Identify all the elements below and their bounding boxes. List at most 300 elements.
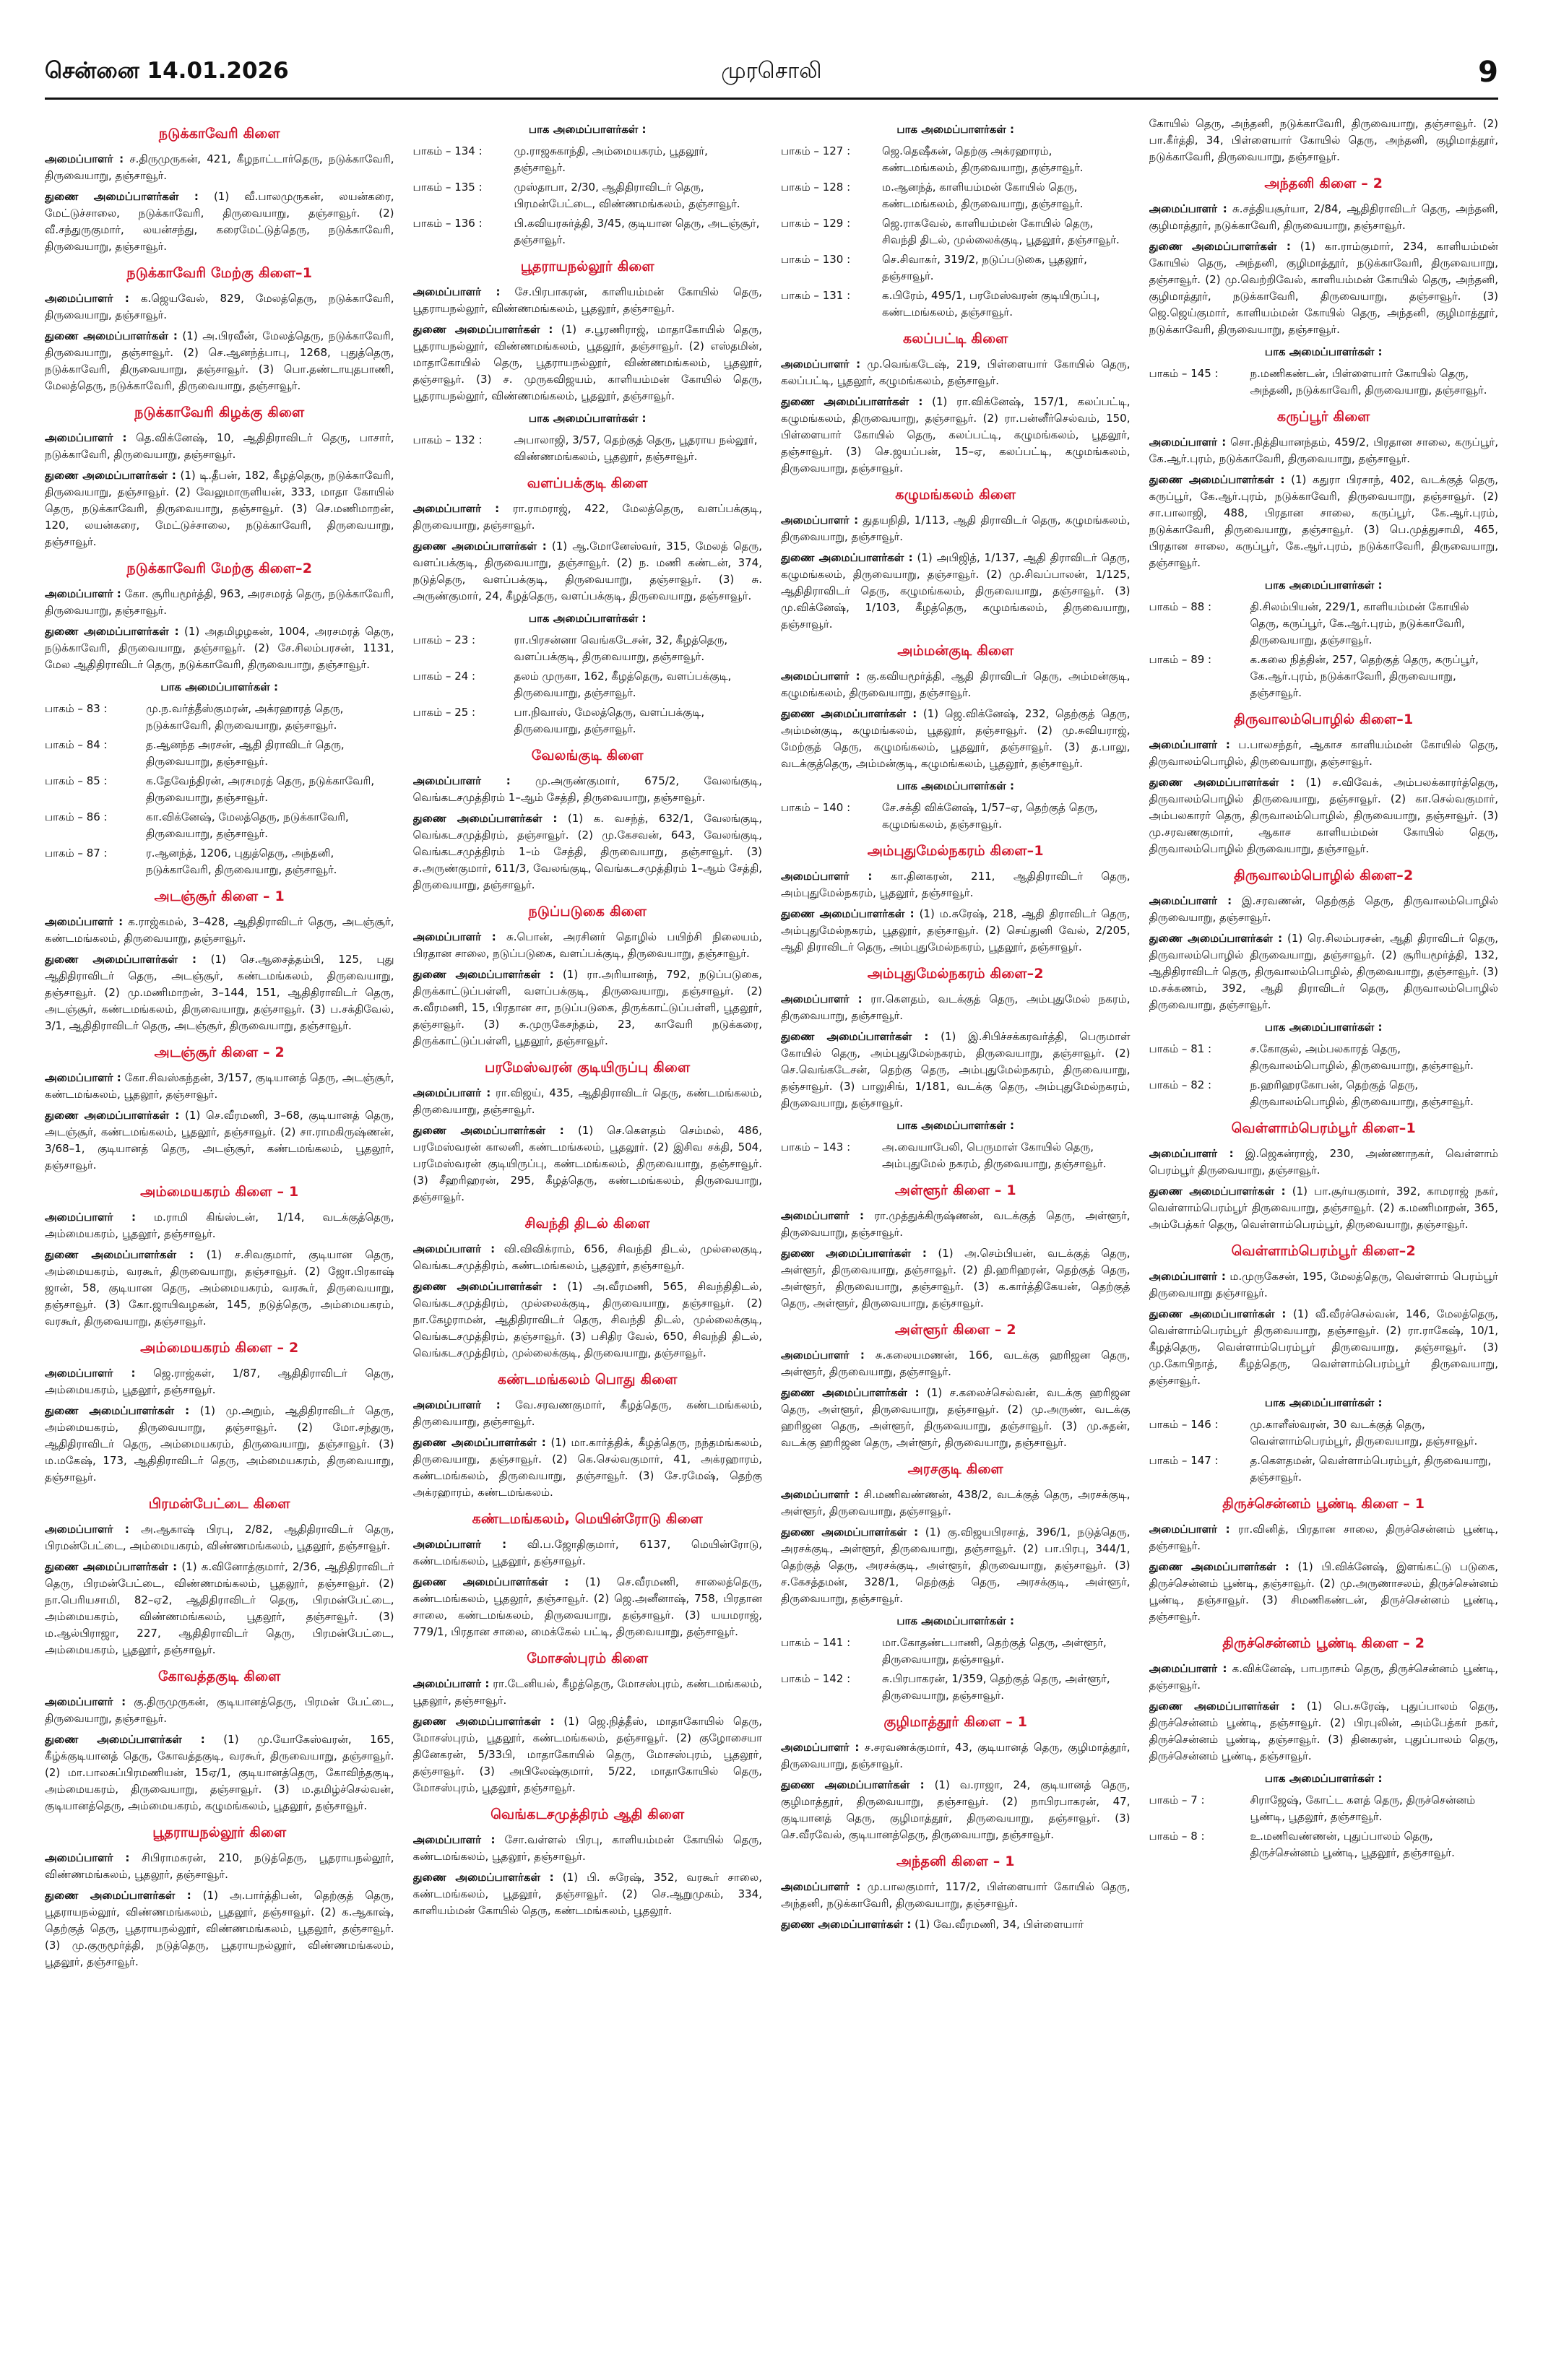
deputy-organizers-detail: (1) ம.சுரேஷ், 218, ஆதி திராவிடர் தெரு, அம்புதுமேல்நகரம், பூதலூர், தஞ்சாவூர். (2) செய்துனி வேல், 2/205, ஆதி திராவிடர் தெரு, அம்புதுமேல்நகரம், பூதலூர், தஞ்சாவூர். [781,907,1131,953]
organizer-detail: ஜெ.ராஜ்கள், 1/87, ஆதிதிராவிடர் தெரு, அம்மையகரம், பூதலூர், தஞ்சாவூர். [45,1367,394,1396]
booth-row [45,737,394,770]
organizer-entry [45,1365,394,1398]
branch-title: அரசகுடி கிளை [907,1461,1003,1477]
booth-organizers-heading: பாக அமைப்பாளர்கள் : [528,612,647,625]
organizer-entry [45,586,394,619]
page-header [45,51,1498,94]
booth-row [45,773,394,806]
branch-title: நடுக்காவேரி கிழக்கு கிளை [134,404,305,420]
branch-section [413,904,763,1050]
branch-section [781,643,1131,833]
deputy-organizers-label: துணை அமைப்பாளர்கள் : [45,953,196,966]
booth-number: பாகம் – 7 : [1149,1793,1205,1806]
deputy-organizers-entry [1149,472,1499,571]
organizer-entry [413,1085,763,1118]
organizer-entry [781,868,1131,901]
deputy-organizers-detail: (1) ச.சிவகுமார், குடியான தெரு, அம்மையகரம், வரகூர், திருவையாறு, தஞ்சாவூர். (2) ஜோ.பிரகாஷ் ஜான், 58, குடியான தெரு, அம்மையகரம், வரகூர், திருவையாறு, தஞ்சாவூர். (3) கோ.ஜாயிவழகன், 145, நடுத்தெரு, அம்மையகரம், வரகூர், திருவையாறு, தஞ்சாவூர். [45,1248,394,1328]
deputy-organizers-detail: (1) டி.தீபன், 182, கீழத்தெரு, நடுக்காவேரி, திருவையாறு, தஞ்சாவூர். (2) வேலுமாருளியன், 333, மாதா கோயில் தெரு, நடுக்காவேரி, திருவையாறு, தஞ்சாவூர். (3) செ.மணிமாறன், 120, லயன்கரை, மேட்டுச்சாலை, நடுக்காவேரி, திருவையாறு, தஞ்சாவூர். [45,469,394,548]
organizer-label: அமைப்பாளர் : [781,870,873,883]
booth-row [413,143,763,176]
booth-number: பாகம் – 89 : [1149,653,1212,666]
column-1 [45,116,394,2362]
organizer-entry [781,1487,1131,1520]
organizer-label: அமைப்பாளர் : [45,152,124,165]
organizer-detail: ப.பாலசந்தர், ஆகாச காளியம்மன் கோயில் தெரு, திருவாலம்பொழில், திருவையாறு, தஞ்சாவூர். [1149,738,1498,768]
deputy-organizers-entry [1149,1306,1499,1389]
branch-section [1149,1635,1499,1861]
deputy-organizers-detail: (1) அ.செம்பியன், வடக்குத் தெரு, அள்ளூர், திருவையாறு, தஞ்சாவூர். (2) தி.ஹரிஹரன், தெற்குத் தெரு, அள்ளூர், திருவையாறு, தஞ்சாவூர். (3) க.கார்த்திகேயன், தெற்குத் தெரு, அள்ளூர், திருவையாறு, தஞ்சாவூர். [781,1247,1131,1310]
organizer-entry [781,356,1131,389]
column-2 [413,116,763,2362]
deputy-organizers-label: துணை அமைப்பாளர்கள் : [781,1247,927,1260]
organizer-label: அமைப்பாளர் : [412,1833,496,1846]
organizer-label: அமைப்பாளர் : [45,292,129,305]
organizer-label: அமைப்பாளர் : [45,431,127,444]
booth-row [1149,1416,1499,1450]
deputy-organizers-detail: (1) வ.ராஜா, 24, குடியானத் தெரு, குழிமாத்தூர், திருவையாறு, தஞ்சாவூர். (2) நாபிரபாகரன், 47, குடியானத் தெரு, குழிமாத்தூர், திருவையாறு, தஞ்சாவூர். (3) செ.வீரவேல், குடியானத்தெரு, திருவையாறு, தஞ்சாவூர். [781,1778,1131,1841]
branch-title: அடஞ்சூர் கிளை – 1 [154,888,285,904]
branch-section [413,1511,763,1640]
organizer-detail: சு.கலையமணன், 166, வடக்கு ஹரிஜன தெரு, அள்ளூர், திருவையாறு, தஞ்சாவூர். [781,1349,1131,1378]
booth-row [413,704,763,737]
booth-organizers-heading: பாக அமைப்பாளர்கள் : [1264,345,1383,358]
organizer-entry [1149,1521,1499,1554]
organizer-detail: கு.திருமுருகன், குடியானத்தெரு, பிரமன் பேட்டை, திருவையாறு, தஞ்சாவூர். [45,1695,394,1725]
branch-section [413,475,763,737]
branch-title: அடஞ்சூர் கிளை – 2 [154,1044,285,1060]
deputy-organizers-entry [781,1524,1131,1607]
organizer-detail: ம.ராமி கிங்ஸ்டன், 1/14, வடக்குத்தெரு, அம்மையகரம், பூதலூர், தஞ்சாவூர். [45,1211,394,1240]
deputy-organizers-label: துணை அமைப்பாளர்கள் : [1149,932,1283,945]
deputy-organizers-entry [781,1777,1131,1843]
booth-number: பாகம் – 127 : [781,144,851,157]
deputy-organizers-entry [413,1122,763,1206]
deputy-organizers-entry [413,1278,763,1362]
booth-organizer: மு.காளீஸ்வரன், 30 வடக்குத் தெரு, வெள்ளாம்பெரம்பூர், திருவையாறு, தஞ்சாவூர். [1250,1418,1478,1448]
organizer-detail: கா.தினகரன், 211, ஆதிதிராவிடர் தெரு, அம்புதுமேல்நகரம், பூதலூர், தஞ்சாவூர். [781,870,1131,899]
deputy-organizers-label: துணை அமைப்பாளர்கள் : [412,323,553,336]
organizer-label: அமைப்பாளர் : [1149,436,1227,449]
deputy-organizers-entry [781,1029,1131,1112]
branch-section [413,259,763,465]
branch-section [1149,711,1499,857]
booth-row [413,215,763,248]
organizer-entry [1149,737,1499,770]
organizer-label: அமைப்பாளர் : [45,1523,129,1536]
deputy-organizers-label: துணை அமைப்பாளர்கள் : [45,1889,191,1902]
deputy-organizers-detail: (1) அபிஜித், 1/137, ஆதி திராவிடர் தெரு, கழுமங்கலம், திருவையாறு, தஞ்சாவூர். (2) மு.சிவப்பாலன், 1/125, ஆதிதிராவிடர் தெரு, கழுமங்கலம், திருவையாறு, தஞ்சாவூர். (3) மு.விக்னேஷ், 1/103, கீழத்தெரு, கழுமங்கலம், திருவையாறு, தஞ்சாவூர். [781,551,1131,631]
booth-number: பாகம் – 141 : [781,1636,851,1649]
deputy-organizers-entry [45,1107,394,1174]
branch-title: திருவாலம்பொழில் கிளை–2 [1234,867,1414,883]
organizer-label: அமைப்பாளர் : [412,1398,501,1411]
organizer-entry [1149,434,1499,467]
organizer-label: அமைப்பாளர் : [1149,202,1227,215]
branch-title: கலப்பட்டி கிளை [902,331,1008,347]
booth-row [1149,1828,1499,1861]
branch-title: அம்புதுமேல்நகரம் கிளை–1 [867,843,1044,859]
branch-title: பரமேஸ்வரன் குடியிருப்பு கிளை [485,1060,691,1076]
booth-number: பாகம் – 25 : [412,706,476,719]
branch-section [1149,409,1499,701]
deputy-organizers-label: துணை அமைப்பாளர்கள் : [412,1124,564,1137]
organizer-detail: ரா.கௌதம், வடக்குத் தெரு, அம்புதுமேல் நகரம், திருவையாறு, தஞ்சாவூர். [781,992,1131,1022]
branch-title: நடுக்காவேரி கிளை [158,126,280,142]
organizer-detail: தெ.விக்னேஷ், 10, ஆதிதிராவிடர் தெரு, பாசார், நடுக்காவேரி, திருவையாறு, தஞ்சாவூர். [45,431,394,461]
booth-row [45,701,394,734]
booth-organizer: அபாலாஜி, 3/57, தெற்குத் தெரு, பூதராய நல்லூர், விண்ணமங்கலம், பூதலூர், தஞ்சாவூர். [514,433,758,463]
deputy-organizers-detail: (1) ச.விவேக், அம்பலக்காரர்த்தெரு, திருவாலம்பொழில் திருவையாறு, தஞ்சாவூர். (2) கா.செல்வகுமார், அம்பலகாரர் தெரு, திருவாலம்பொழில், திருவையாறு, தஞ்சாவூர். (3) மு.சரவணகுமார், ஆகாச காளியம்மன் கோயில் தெரு, திருவாலம்பொழில் திருவையாறு, தஞ்சாவூர். [1149,776,1498,855]
branch-section [45,1496,394,1658]
booth-organizer: சு.பிரபாகரன், 1/359, தெற்குத் தெரு, அள்ளூர், திருவையாறு, தஞ்சாவூர். [882,1672,1110,1702]
deputy-organizers-entry [45,951,394,1034]
organizer-label: அமைப்பாளர் : [781,992,863,1005]
deputy-organizers-entry [781,394,1131,477]
deputy-organizers-label: துணை அமைப்பாளர்கள் : [1149,1185,1286,1198]
booth-row [1149,365,1499,399]
deputy-organizers-entry [413,966,763,1050]
deputy-organizers-entry [45,1731,394,1814]
branch-title: அம்மையகரம் கிளை – 2 [140,1340,299,1356]
deputy-organizers-detail: (1) ஜெ.நித்தீஸ், மாதாகோயில் தெரு, மோசஸ்புரம், பூதலூர், கண்டமங்கலம், தஞ்சாவூர். (2) குழோசையா தினேகரன், 5/33பி, மாதாகோயில் தெரு, மோசஸ்புரம், பூதலூர், தஞ்சாவூர். (3) அபிலேஷ்குமார், 5/22, மாதாகோயில் தெரு, மோசஸ்புரம், பூதலூர், தஞ்சாவூர். [412,1715,762,1794]
deputy-organizers-detail: (1) கதுரா பிரசாந், 402, வடக்குத் தெரு, கருப்பூர், கே.ஆர்.புரம், நடுக்காவேரி, திருவையாறு, தஞ்சாவூர். (2) சா.பாலாஜி, 488, பிரதான சாலை, கருப்பூர், கே.ஆர்.புரம், நடுக்காவேரி, திருவையாறு, தஞ்சாவூர். (3) பெ.முத்துசாமி, 465, பிரதான சாலை, கருப்பூர், கே.ஆர்.புரம், நடுக்காவேரி, திருவையாறு, தஞ்சாவூர். [1149,473,1498,569]
organizer-label: அமைப்பாளர் : [781,1209,865,1222]
booth-row [1149,1041,1499,1074]
booth-organizer: அ.வையாபேலி, பெருமாள் கோயில் தெரு, அம்புதுமேல் நகரம், திருவையாறு, தஞ்சாவூர். [882,1141,1107,1170]
booth-organizer: தலம் முருகா, 162, கீழத்தெரு, வளப்பக்குடி, திருவையாறு, தஞ்சாவூர். [514,670,732,699]
organizer-detail: ச.சரவணக்குமார், 43, குடியானத் தெரு, குழிமாத்தூர், திருவையாறு, தஞ்சாவூர். [781,1741,1131,1770]
organizer-label: அமைப்பாளர் : [1149,1662,1227,1675]
organizer-entry [413,1676,763,1709]
organizer-entry [413,773,763,806]
booth-number: பாகம் – 83 : [45,702,108,715]
branch-section [413,1060,763,1206]
organizer-label: அமைப்பாளர் : [781,1349,865,1362]
booth-organizer: உ.மணிவண்ணன், புதுப்பாலம் தெரு, திருச்சென்னம் பூண்டி, பூதலூர், தஞ்சாவூர். [1250,1830,1455,1859]
organizer-detail: சிபிராமசுரன், 210, நடுத்தெரு, பூதராயநல்லூர், விண்ணமங்கலம், பூதலூர், தஞ்சாவூர். [45,1851,394,1881]
booth-organizers-heading: பாக அமைப்பாளர்கள் : [1264,1021,1383,1034]
organizer-label: அமைப்பாளர் : [45,1211,136,1224]
booth-number: பாகம் – 146 : [1149,1418,1219,1431]
organizer-entry [413,1241,763,1274]
organizer-entry [45,914,394,947]
booth-number: பாகம் – 84 : [45,738,108,751]
deputy-organizers-label: துணை அமைப்பாளர்கள் : [1149,1307,1287,1320]
booth-organizers-heading: பாக அமைப்பாளர்கள் : [896,1614,1015,1627]
booth-organizer: ந.ஹரிஹரகோபன், தெற்குத் தெரு, திருவாலம்பொழில், திருவையாறு, தஞ்சாவூர். [1250,1078,1474,1108]
deputy-organizers-detail: (1) க. வசந்த், 632/1, வேலங்குடி, வெங்கடசமுத்திரம், தஞ்சாவூர். (2) மு.கேசவன், 643, வேலங்குடி, வெங்கடசமுத்திரம் 1–ம் சேத்தி, திருவையாறு, தஞ்சாவூர். (3) ச.அருண்குமார், 611/3, வேலங்குடி, வெங்கடசமுத்திரம் 1–ஆம் சேத்தி, திருவையாறு, தஞ்சாவூர். [412,812,762,891]
booth-organizer: ச.கோகுல், அம்பலகாரத் தெரு, திருவாலம்பொழில், திருவையாறு, தஞ்சாவூர். [1250,1042,1474,1072]
booth-organizer: ர.ஆனந்த், 1206, புதுத்தெரு, அந்தனி, நடுக்காவேரி, திருவையாறு, தஞ்சாவூர். [146,847,337,876]
booth-row [1149,652,1499,701]
branch-title: அள்ளூர் கிளை – 2 [894,1322,1016,1338]
organizer-label: அமைப்பாளர் : [1149,1270,1226,1283]
organizer-label: அமைப்பாளர் : [1149,1523,1230,1536]
deputy-organizers-entry [45,623,394,673]
deputy-organizers-label: துணை அமைப்பாளர்கள் : [781,395,923,408]
organizer-entry [413,1536,763,1570]
deputy-organizers-detail: (1) ரெ.சிலம்பரசன், ஆதி திராவிடர் தெரு, திருவாலம்பொழில் திருவையாறு, தஞ்சாவூர். (2) சூரியமூர்த்தி, 132, ஆதிதிராவிடர் தெரு, திருவாலம்பொழில், திருவையாறு, தஞ்சாவூர். (3) ம.சக்கணம், 392, ஆதி திராவிடர் தெரு, திருவாலம்பொழில் திருவையாறு, தஞ்சாவூர். [1149,932,1498,1011]
branch-section [1149,867,1499,1110]
organizer-detail: கோ. சூரியமூர்த்தி, 963, அரசமரத் தெரு, நடுக்காவேரி, திருவையாறு, தஞ்சாவூர். [45,587,394,617]
deputy-organizers-entry [781,1245,1131,1312]
branch-section [781,123,1131,321]
organizer-entry [45,1209,394,1242]
organizer-label: அமைப்பாளர் : [1149,738,1230,751]
branch-section [413,1806,763,1919]
organizer-detail: வி.ப.ஜோதிகுமார், 6137, மெயின்ரோடு, கண்டமங்கலம், பூதலூர், தஞ்சாவூர். [412,1538,762,1567]
booth-number: பாகம் – 130 : [781,253,851,266]
booth-organizer: சிராஜேஷ், கோட்ட களத் தெரு, திருச்சென்னம் பூண்டி, பூதலூர், தஞ்சாவூர். [1250,1793,1476,1823]
organizer-detail: க.விக்னேஷ், பாபநாசம் தெரு, திருச்சென்னம் பூண்டி, தஞ்சாவூர். [1149,1662,1498,1692]
branch-title: மோசஸ்புரம் கிளை [527,1650,649,1666]
deputy-organizers-entry [1149,1559,1499,1625]
organizer-detail: அ.ஆகாஷ் பிரபு, 2/82, ஆதிதிராவிடர் தெரு, பிரமன்பேட்டை, அம்மையகரம், விண்ணமங்கலம், பூதலூர், தஞ்சாவூர். [45,1523,394,1552]
organizer-entry [781,1879,1131,1912]
organizer-detail: சொ.நித்தியானந்தம், 459/2, பிரதான சாலை, கருப்பூர், கே.ஆர்.புரம், நடுக்காவேரி, திருவையாறு, தஞ்சாவூர். [1149,436,1498,465]
organizer-label: அமைப்பாளர் : [412,1538,507,1551]
deputy-organizers-detail: (1) கு.விஜயபிரசாத், 396/1, நடுத்தெரு, அரசக்குடி, அள்ளூர், திருவையாறு, தஞ்சாவூர். (2) பா.பிரபு, 344/1, தெற்குத் தெரு, அரசக்குடி, அள்ளூர், திருவையாறு, தஞ்சாவூர். (3) ச.கேசத்தமன், 328/1, தெற்குத் தெரு, அரசக்குடி, அள்ளூர், திருவையாறு, தஞ்சாவூர். [781,1526,1131,1605]
deputy-organizers-entry [45,1559,394,1658]
branch-section [1149,116,1499,165]
booth-row [781,143,1131,176]
deputy-organizers-entry [413,321,763,404]
deputy-organizers-detail: (1) ஆ.மோனேஸ்வர், 315, மேலத் தெரு, வளப்பக்குடி, திருவையாறு, தஞ்சாவூர். (2) ந. மணி கண்டன், 374, நடுத்தெரு, வளப்பக்குடி, திருவையாறு, தஞ்சாவூர். (3) சு. அருண்குமார், 24, கீழத்தெரு, வளப்பக்குடி, திருவையாறு, தஞ்சாவூர். [412,540,762,602]
branch-section [45,126,394,255]
branch-title: வெங்கடசமுத்திரம் ஆதி கிளை [490,1806,685,1822]
deputy-organizers-entry [1149,1183,1499,1233]
booth-organizer: ம.ஆனந்த், காளியம்மன் கோயில் தெரு, கண்டமங்கலம், திருவையாறு, தஞ்சாவூர். [882,181,1084,210]
branch-section [413,1372,763,1501]
deputy-organizers-entry [413,810,763,893]
organizer-label: அமைப்பாளர் : [45,1695,126,1708]
deputy-organizers-label: துணை அமைப்பாளர்கள் : [45,1248,194,1261]
branch-title: அள்ளூர் கிளை – 1 [894,1182,1016,1198]
deputy-organizers-detail: (1) செ.வீரமணி, சாலைத்தெரு, கண்டமங்கலம், பூதலூர், தஞ்சாவூர். (2) ஜெ.அனீனாஷ், 758, பிரதான சாலை, கண்டமங்கலம், திருவையாறு, தஞ்சாவூர். (3) யயமராஜ், 779/1, பிரதான சாலை, மைக்கேல் பட்டி, திருவையாறு, தஞ்சாவூர். [412,1575,762,1638]
deputy-organizers-label: துணை அமைப்பாளர்கள் : [781,1918,912,1931]
column-3 [781,116,1131,2362]
booth-row [781,800,1131,833]
deputy-organizers-detail: (1) க.வினோத்குமார், 2/36, ஆதிதிராவிடர் தெரு, பிரமன்பேட்டை, விண்ணமங்கலம், பூதலூர், தஞ்சாவூர். (2) நா.பெரியசாமி, 82–ஏ2, ஆதிதிராவிடர் தெரு, பிரமன்பேட்டை, அம்மையகரம், விண்ணமங்கலம், பூதலூர், தஞ்சாவூர். (3) ம.ஆல்பிராஜா, 227, ஆதிதிராவிடர் தெரு, பிரமன்பேட்டை, அம்மையகரம், பூதலூர், தஞ்சாவூர். [45,1560,394,1656]
booth-organizer: தி.சிலம்பியன், 229/1, காளியம்மன் கோயில் தெரு, கருப்பூர், கே.ஆர்.புரம், நடுக்காவேரி, திருவையாறு, தஞ்சாவூர். [1250,600,1469,646]
branch-title: கண்டமங்கலம், மெயின்ரோடு கிளை [472,1511,704,1527]
organizer-detail: துதயநிதி, 1/113, ஆதி திராவிடர் தெரு, கழுமங்கலம், திருவையாறு, தஞ்சாவூர். [781,514,1131,543]
deputy-organizers-label: துணை அமைப்பாளர்கள் : [45,625,179,638]
deputy-organizers-label: துணை அமைப்பாளர்கள் : [412,1871,554,1884]
organizer-detail: ச.திருமுருகன், 421, கீழநாட்டார்தெரு, நடுக்காவேரி, திருவையாறு, தஞ்சாவூர். [45,152,394,182]
deputy-organizers-entry [781,906,1131,956]
branch-title: கோவத்தகுடி கிளை [157,1669,281,1684]
organizer-entry [413,929,763,962]
branch-section [413,1650,763,1796]
organizer-detail: இ.சரவணன், தெற்குத் தெரு, திருவாலம்பொழில் திருவையாறு, தஞ்சாவூர். [1149,894,1498,924]
organizer-detail: ரா.ராமராஜ், 422, மேலத்தெரு, வளப்பக்குடி, திருவையாறு, தஞ்சாவூர். [412,502,762,532]
booth-organizer: முஸ்தாபா, 2/30, ஆதிதிராவிடர் தெரு, பிரமன்பேட்டை, விண்ணமங்கலம், தஞ்சாவூர். [514,181,740,210]
booth-row [1149,599,1499,649]
organizer-label: அமைப்பாளர் : [781,514,859,527]
organizer-entry [781,991,1131,1024]
branch-title: திருச்சென்னம் பூண்டி கிளை – 2 [1222,1635,1425,1651]
branch-title: கழுமங்கலம் கிளை [895,487,1016,503]
organizer-label: அமைப்பாளர் : [45,1367,136,1380]
organizer-label: அமைப்பாளர் : [1149,1147,1234,1160]
branch-section [781,487,1131,633]
booth-number: பாகம் – 24 : [412,670,476,683]
deputy-organizers-label: துணை அமைப்பாளர்கள் : [412,1280,557,1293]
organizer-label: அமைப்பாளர் : [1149,894,1232,907]
organizer-label: அமைப்பாளர் : [45,587,121,600]
organizer-label: அமைப்பாளர் : [45,915,124,928]
organizer-entry [1149,893,1499,926]
deputy-organizers-entry [45,467,394,550]
branch-section [45,1825,394,1970]
booth-organizer: த.ஆனந்த அரசன், ஆதி திராவிடர் தெரு, திருவையாறு, தஞ்சாவூர். [146,738,345,768]
booth-row [781,215,1131,248]
branch-title: திருச்சென்னம் பூண்டி கிளை – 1 [1222,1496,1425,1512]
branch-section [781,1853,1131,1933]
deputy-organizers-entry [45,189,394,255]
deputy-organizers-entry [781,1916,1131,1933]
deputy-organizers-label: துணை அமைப்பாளர்கள் : [45,190,199,203]
deputy-organizers-label: துணை அமைப்பாளர்கள் : [412,1436,546,1449]
organizer-detail: மு.பாலகுமார், 117/2, பிள்ளையார் கோயில் தெரு, அந்தனி, நடுக்காவேரி, திருவையாறு, தஞ்சாவூர். [781,1880,1131,1910]
deputy-organizers-detail: (1) பெ.சுரேஷ், புதுப்பாலம் தெரு, திருச்சென்னம் பூண்டி, தஞ்சாவூர். (2) பிரபுலின், அம்பேத்கர் நகர், திருச்சென்னம் பூண்டி, தஞ்சாவூர். (3) தினகரன், புதுப்பாலம் தெரு, திருச்சென்னம் பூண்டி, தஞ்சாவூர். [1149,1700,1498,1762]
organizer-detail: க.ராஜ்கமல், 3–428, ஆதிதிராவிடர் தெரு, அடஞ்சூர், கண்டமங்கலம், திருவையாறு, தஞ்சாவூர். [45,915,394,945]
organizer-label: அமைப்பாளர் : [45,1071,121,1084]
organizer-entry [1149,201,1499,234]
booth-number: பாகம் – 86 : [45,810,108,823]
booth-organizer: சே.சக்தி விக்னேஷ், 1/57–ஏ, தெற்குத் தெரு, கழுமங்கலம், தஞ்சாவூர். [882,801,1098,831]
booth-organizers-heading: பாக அமைப்பாளர்கள் : [896,779,1015,792]
deputy-organizers-detail: (1) அ.வீரமணி, 565, சிவந்திதிடல், வெங்கடசமுத்திரம், முல்லைக்குடி, திருவையாறு, தஞ்சாவூர். (2) நா.கேழராமன், ஆதிதிராவிடர் தெரு, சிவந்தி திடல், முல்லைக்குடி, வெங்கடசமுத்திரம், தஞ்சாவூர். (3) பசிதிர வேல், 650, சிவந்தி திடல், வெங்கடசமுத்திரம், முல்லைக்குடி, திருவையாறு, தஞ்சாவூர். [412,1280,762,1359]
deputy-organizers-entry [413,538,763,605]
organizer-label: அமைப்பாளர் : [412,1086,491,1099]
page-number: 9 [1478,56,1498,89]
branch-title: அந்தனி கிளை – 1 [896,1853,1015,1869]
organizer-entry [781,668,1131,701]
deputy-organizers-label: துணை அமைப்பாளர்கள் : [45,1109,180,1122]
organizer-label: அமைப்பாளர் : [781,670,860,683]
organizer-entry [781,1347,1131,1380]
organizer-label: அமைப்பாளர் : [781,1880,861,1893]
branch-section [781,843,1131,956]
branch-title: பூதராயநல்லூர் கிளை [520,259,654,274]
booth-number: பாகம் – 145 : [1149,367,1219,380]
deputy-organizers-label: துணை அமைப்பாளர்கள் : [45,1560,178,1573]
organizer-detail: வி.விவிக்ராம், 656, சிவந்தி திடல், முல்லைகுடி, வெங்கடசமுத்திரம், கண்டமங்கலம், பூதலூர், தஞ்சாவூர். [412,1242,762,1272]
branch-section [781,966,1131,1172]
organizer-entry [413,1832,763,1865]
booth-number: பாகம் – 129 : [781,217,851,230]
deputy-organizers-label: துணை அமைப்பாளர்கள் : [412,812,558,825]
branch-title: வளப்பக்குடி கிளை [527,475,648,491]
deputy-organizers-label: துணை அமைப்பாளர்கள் : [1149,240,1291,253]
booth-row [45,845,394,878]
organizer-detail: கு.கவியமூர்த்தி, ஆதி திராவிடர் தெரு, அம்மன்குடி, கழுமங்கலம், திருவையாறு, தஞ்சாவூர். [781,670,1131,699]
organizer-entry [45,290,394,324]
organizer-detail: ரா.வினித், பிரதான சாலை, திருச்சென்னம் பூண்டி, தஞ்சாவூர். [1149,1523,1498,1552]
branch-section [781,1714,1131,1843]
branch-section [45,888,394,1034]
organizer-label: அமைப்பாளர் : [412,774,511,787]
booth-organizers-heading: பாக அமைப்பாளர்கள் : [160,680,279,693]
deputy-organizers-label: துணை அமைப்பாளர்கள் : [1149,473,1285,486]
organizer-detail: வே.சரவணகுமார், கீழத்தெரு, கண்டமங்கலம், திருவையாறு, தஞ்சாவூர். [412,1398,762,1428]
organizer-entry [413,501,763,534]
organizer-entry [45,151,394,184]
organizer-detail: சு.பொன், அரசினர் தொழில் பயிற்சி நிலையம், பிரதான சாலை, நடுப்படுகை, வளப்பக்குடி, திருவையாறு, தஞ்சாவூர். [412,930,762,960]
branch-title: வேலங்குடி கிளை [531,748,644,763]
branch-section [1149,1243,1499,1486]
deputy-organizers-detail: (1) ரா.அரியானந், 792, நடுப்படுகை, திருக்காட்டுப்பள்ளி, வளப்பக்குடி, திருவையாறு, தஞ்சாவூர். (2) சு.வீரமணி, 15, பிரதான சா, நடுப்படுகை, திருக்காட்டுப்பள்ளி, பூதலூர், தஞ்சாவூர். (3) சு.முருகேசந்தம், 23, காவேரி நடுக்கரை, திருக்காட்டுப்பள்ளி, பூதலூர், தஞ்சாவூர். [412,968,762,1047]
deputy-organizers-entry [413,1869,763,1919]
booth-organizer: செ.சிவாகர், 319/2, நடுப்படுகை, பூதலூர், தஞ்சாவூர். [882,253,1087,282]
branch-section [45,1340,394,1486]
branch-section [413,748,763,893]
deputy-organizers-detail: (1) ஜெ.விக்னேஷ், 232, தெற்குத் தெரு, அம்மன்குடி, கழுமங்கலம், பூதலூர், தஞ்சாவூர். (2) மு.சுவியராஜ், மேற்குத் தெரு, கழுமங்கலம், பூதலூர், தஞ்சாவூர். (3) த.பாலு, வடக்குத்தெரு, அம்மன்குடி, கழுமங்கலம், பூதலூர், தஞ்சாவூர். [781,707,1131,770]
deputy-organizers-label: துணை அமைப்பாளர்கள் : [781,551,913,564]
deputy-organizers-label: துணை அமைப்பாளர்கள் : [45,469,176,482]
deputy-organizers-label: துணை அமைப்பாளர்கள் : [412,1715,555,1728]
deputy-organizers-detail: (1) பி.விக்னேஷ், இளங்கட்டு படுகை, திருச்சென்னம் பூண்டி, தஞ்சாவூர். (2) மு.அருணாசலம், திருச்சென்னம் பூண்டி, தஞ்சாவூர். (3) சிமணிகண்டன், திருச்சென்னம் பூண்டி, தஞ்சாவூர். [1149,1560,1498,1623]
booth-number: பாகம் – 131 : [781,289,851,302]
organizer-detail: சே.பிரபாகரன், காளியம்மன் கோயில் தெரு, பூதராயநல்லூர், விண்ணமங்கலம், பூதலூர், தஞ்சாவூர். [412,285,762,315]
branch-title: குழிமாத்தூர் கிளை – 1 [883,1714,1028,1730]
deputy-organizers-entry [1149,1698,1499,1765]
deputy-organizers-detail: (1) பா.சூர்யகுமார், 392, காமராஜ் நகர், வெள்ளாம்பெரம்பூர் திருவையாறு, தஞ்சாவூர். (2) க.மணிமாறன், 365, அம்பேத்கர் தெரு, வெள்ளாம்பெரம்பூர், திருவையாறு, தஞ்சாவூர். [1149,1185,1498,1231]
deputy-organizers-entry [45,328,394,394]
deputy-organizers-label: துணை அமைப்பாளர்கள் : [781,1526,919,1539]
organizer-label: அமைப்பாளர் : [45,1851,130,1864]
deputy-organizers-label: துணை அமைப்பாளர்கள் : [45,1404,190,1417]
deputy-organizers-detail: (1) செ.ஆசைத்தம்பி, 125, புது ஆதிதிராவிடர் தெரு, அடஞ்சூர், கண்டமங்கலம், திருவையாறு, தஞ்சாவூர். (2) மு.மணிமாறன், 3–144, 151, ஆதிதிராவிடர் தெரு, அடஞ்சூர், கண்டமங்கலம், திருவையாறு, தஞ்சாவூர். (3) ப.சக்திவேல், 3/1, ஆதிதிராவிடர் தெரு, அடஞ்சூர், திருவையாறு, தஞ்சாவூர். [45,953,394,1032]
deputy-organizers-detail: (1) மு.யோகேஸ்வரன், 165, கீழ்க்குடியானத் தெரு, கோவத்தகுடி, வரகூர், திருவையாறு, தஞ்சாவூர். (2) மா.பாலசுப்பிரமணியன், 15ஏ/1, குடியானத்தெரு, கோவிந்தகுடி, அம்மையகரம், திருவையாறு, தஞ்சாவூர். (3) ம.தமிழ்ச்செல்வன், குடியானத்தெரு, அம்மையகரம், கழுமங்கலம், பூதலூர், தஞ்சாவூர். [45,1733,394,1812]
booth-organizers-heading: பாக அமைப்பாளர்கள் : [1264,579,1383,592]
organizer-entry [45,1850,394,1883]
branch-title: நடுக்காவேரி மேற்கு கிளை–2 [126,561,313,576]
organizer-label: அமைப்பாளர் : [412,502,500,515]
organizer-detail: ரா.விஜய், 435, ஆதிதிராவிடர் தெரு, கண்டமங்கலம், திருவையாறு, தஞ்சாவூர். [412,1086,762,1116]
deputy-organizers-label: துணை அமைப்பாளர்கள் : [1149,776,1295,789]
branch-section [45,404,394,550]
booth-number: பாகம் – 87 : [45,847,108,860]
booth-organizers-heading: பாக அமைப்பாளர்கள் : [1264,1772,1383,1785]
booth-row [1149,1077,1499,1110]
organizer-entry [781,1208,1131,1241]
organizer-detail: ம.முருகேசன், 195, மேலத்தெரு, வெள்ளாம் பெரம்பூர் திருவையாறு தஞ்சாவூர். [1149,1270,1498,1299]
branch-section [45,1184,394,1330]
booth-organizer: மா.கோதண்டபாணி, தெற்குத் தெரு, அள்ளூர், திருவையாறு, தஞ்சாவூர். [882,1636,1107,1666]
deputy-organizers-label: துணை அமைப்பாளர்கள் : [1149,1700,1295,1713]
branch-section [45,265,394,394]
branch-title: வெள்ளாம்பெரம்பூர் கிளை–1 [1231,1120,1416,1136]
branch-title: அம்மையகரம் கிளை – 1 [140,1184,299,1200]
booth-row [1149,1453,1499,1486]
booth-organizer: த.கௌதமன், வெள்ளாம்பெரம்பூர், திருவையாறு, தஞ்சாவூர். [1250,1454,1492,1484]
booth-organizer: க.கலை நித்தின், 257, தெற்குத் தெரு, கருப்பூர், கே.ஆர்.புரம், நடுக்காவேரி, திருவையாறு, தஞ்சாவூர். [1250,653,1479,699]
deputy-organizers-entry [45,1887,394,1970]
branch-section [45,561,394,878]
branch-title: அம்மன்குடி கிளை [897,643,1014,659]
deputy-organizers-label: துணை அமைப்பாளர்கள் : [781,1386,920,1399]
booth-number: பாகம் – 147 : [1149,1454,1219,1467]
organizer-detail: கோ.சிவஸ்கந்தன், 3/157, குடியானத் தெரு, அடஞ்சூர், கண்டமங்கலம், பூதலூர், தஞ்சாவூர். [45,1071,394,1101]
organizer-entry [413,284,763,317]
deputy-organizers-entry [413,1713,763,1796]
deputy-organizers-label: துணை அமைப்பாளர்கள் : [45,329,178,342]
branch-section [1149,1120,1499,1233]
deputy-organizers-detail: (1) மா.கார்த்திக், கீழத்தெரு, நந்தமங்கலம், திருவையாறு, தஞ்சாவூர். (2) கெ.செல்வகுமார், 41, அக்ரஹாரம், கண்டமங்கலம், திருவையாறு, தஞ்சாவூர். (3) சே.ரமேஷ், தெற்கு அக்ரஹாரம், கண்டமங்கலம். [412,1436,762,1499]
